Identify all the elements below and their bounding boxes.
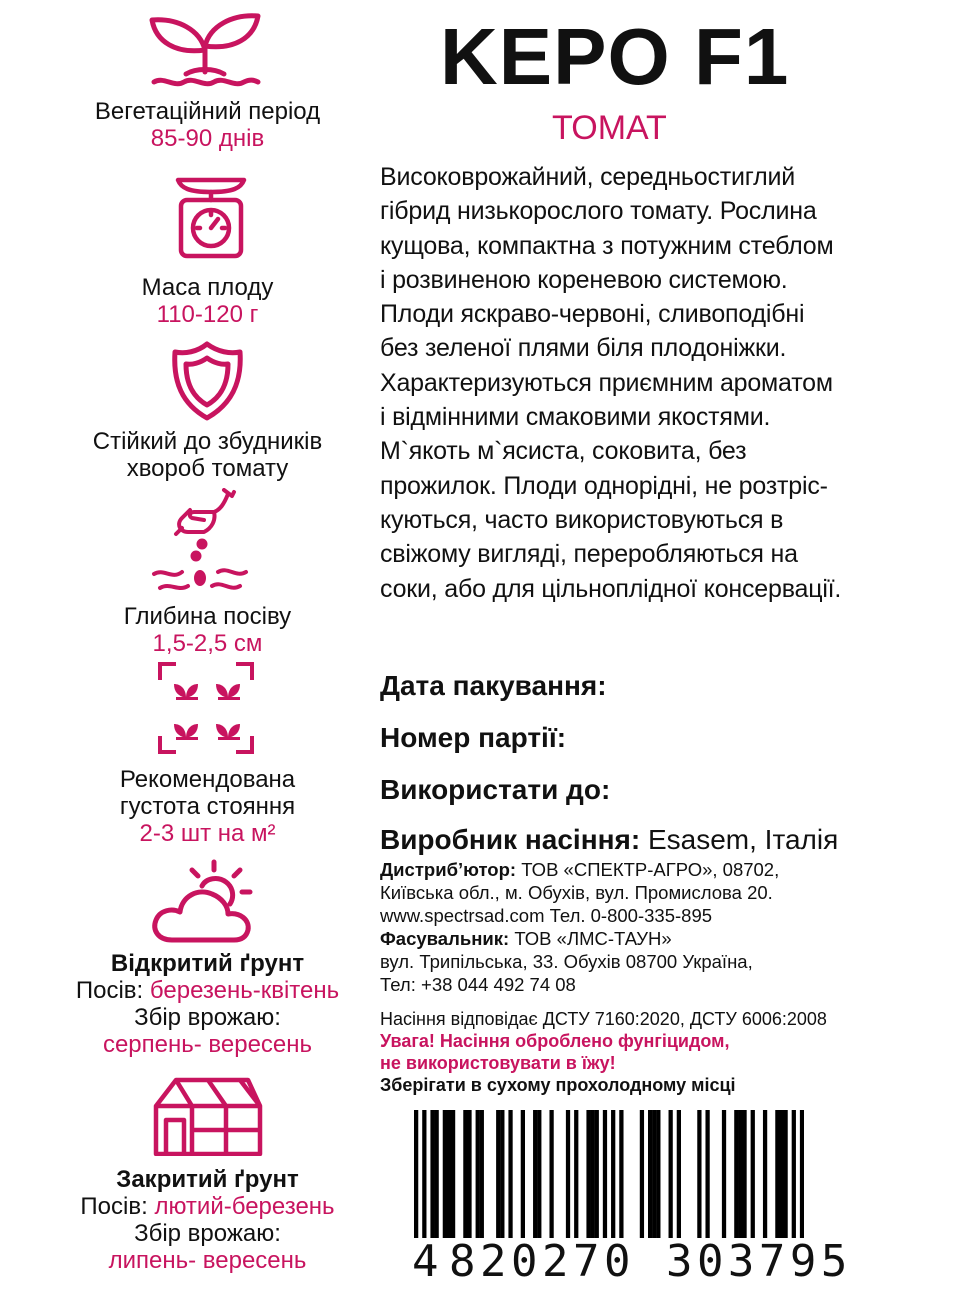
- barcode-bar: [697, 1110, 701, 1238]
- product-description: [380, 160, 880, 606]
- feature-value: 85-90 днів: [150, 125, 265, 152]
- feature-value: 110-120 г: [156, 301, 259, 328]
- producer-field: [380, 824, 838, 856]
- barcode-bar: [652, 1110, 656, 1238]
- barcode-bar: [537, 1110, 541, 1238]
- description-line: без зеленої плями біля плодоніжки.: [380, 334, 787, 363]
- plant-spacing-icon: [158, 662, 254, 754]
- notices: [380, 1008, 827, 1096]
- description-line: Характеризуються приємним ароматом: [380, 368, 833, 397]
- pack-date-field: Дата пакування:: [380, 670, 607, 701]
- barcode-bar: [430, 1110, 434, 1238]
- barcode-bar: [476, 1110, 480, 1238]
- harvest-value: серпень- вересень: [102, 1031, 313, 1058]
- description-line: гібрид низькорослого томату. Рослина: [380, 197, 817, 226]
- description-line: прожилок. Плоди однорідні, не розтріс-: [380, 471, 828, 500]
- barcode-bar: [677, 1110, 681, 1238]
- planting-hand-icon: [150, 488, 250, 600]
- barcode-bar: [566, 1110, 570, 1238]
- barcode-bar: [586, 1110, 590, 1238]
- packer-label: Фасувальник:: [380, 928, 510, 949]
- barcode-bar: [751, 1110, 755, 1238]
- feature-label: хвороб томату: [126, 455, 289, 482]
- barcode-bar: [443, 1110, 447, 1238]
- barcode-bar: [533, 1110, 537, 1238]
- description-line: куються, часто використовуються в: [380, 505, 784, 534]
- packer-line: Тел: +38 044 492 74 08: [380, 974, 576, 995]
- barcode-bar: [734, 1110, 738, 1238]
- barcode-bar: [591, 1110, 595, 1238]
- description-line: і розвиненою кореневою системою.: [380, 265, 788, 294]
- barcode-bar: [640, 1110, 644, 1238]
- sowing-label: Посів:: [75, 977, 144, 1004]
- barcode-bar: [480, 1110, 484, 1238]
- feature-label: густота стояння: [119, 793, 296, 820]
- barcode-bar: [722, 1110, 726, 1238]
- description-line: Високоврожайний, середньостиглий: [380, 163, 796, 191]
- description-line: свіжому вигляді, переробляються на: [380, 540, 798, 569]
- harvest-label: Збір врожаю:: [134, 1220, 281, 1247]
- open-ground-block: [20, 950, 395, 1058]
- cloud-sun-icon: [150, 856, 265, 946]
- greenhouse-icon: [152, 1076, 264, 1156]
- barcode-bar: [775, 1110, 779, 1238]
- barcode-bar: [500, 1110, 504, 1238]
- barcode-bar: [595, 1110, 599, 1238]
- sowing-value: лютий-березень: [154, 1193, 335, 1220]
- barcode-group: 303795: [665, 1236, 852, 1287]
- feature-label: Глибина посіву: [123, 603, 292, 630]
- distributor-line: ТОВ «СПЕКТР-АГРО», 08702,: [521, 859, 780, 880]
- description-line: і відмінними смаковими якостями.: [380, 403, 771, 432]
- barcode-number: [412, 1238, 856, 1286]
- description-line: кущова, компактна з потужним стеблом: [380, 231, 834, 260]
- feature-vegetation: [20, 98, 395, 152]
- barcode-bar: [648, 1110, 652, 1238]
- product-name: KEPO F1: [440, 12, 790, 101]
- closed-ground-sowing: [20, 1193, 395, 1220]
- barcode-bar: [508, 1110, 512, 1238]
- barcode-bar: [574, 1110, 578, 1238]
- feature-value: 2-3 шт на м²: [139, 820, 276, 847]
- description-line: М`якоть м`ясиста, соковита, без: [380, 437, 747, 466]
- barcode-bar: [619, 1110, 623, 1238]
- barcode-bar: [451, 1110, 455, 1238]
- feature-resistance: [20, 428, 395, 482]
- compliance-text: Насіння відповідає ДСТУ 7160:2020, ДСТУ 6006:2008: [380, 1009, 827, 1029]
- barcode-bar: [763, 1110, 767, 1238]
- producer-value: Esasem, Італія: [647, 824, 839, 855]
- closed-ground-title: Закритий ґрунт: [116, 1166, 299, 1193]
- barcode-bar: [669, 1110, 673, 1238]
- warning-text: не використовувати в їжу!: [380, 1053, 616, 1073]
- barcode-group: 820270: [449, 1236, 635, 1287]
- storage-text: Зберігати в сухому прохолодному місці: [380, 1075, 736, 1095]
- barcode-bar: [467, 1110, 471, 1238]
- packer-line: ТОВ «ЛМС-ТАУН»: [514, 928, 672, 949]
- barcode-bar: [705, 1110, 709, 1238]
- barcode-bar: [447, 1110, 451, 1238]
- barcode-bar: [742, 1110, 746, 1238]
- barcode-bar: [435, 1110, 439, 1238]
- feature-density: [20, 766, 395, 847]
- barcode-bar: [521, 1110, 525, 1238]
- feature-label: Стійкий до збудників: [92, 428, 323, 455]
- barcode-lead-digit: 4: [412, 1236, 443, 1287]
- barcode-bar: [779, 1110, 783, 1238]
- barcode-bar: [496, 1110, 500, 1238]
- barcode-bar: [783, 1110, 787, 1238]
- feature-label: Маса плоду: [141, 274, 274, 301]
- distribution-info: [380, 858, 779, 996]
- open-ground-sowing: [20, 977, 395, 1004]
- batch-field: Номер партії:: [380, 722, 567, 753]
- open-ground-title: Відкритий ґрунт: [110, 950, 305, 977]
- barcode-bar: [656, 1110, 660, 1238]
- producer-label: Виробник насіння:: [380, 824, 641, 855]
- distributor-line: www.spectrsad.com Тел. 0-800-335-895: [380, 905, 713, 926]
- sowing-label: Посів:: [80, 1193, 148, 1220]
- product-type: ТОМАТ: [552, 109, 667, 147]
- barcode-bar: [549, 1110, 553, 1238]
- barcode-bar: [738, 1110, 742, 1238]
- barcode-bar: [463, 1110, 467, 1238]
- feature-sowing-depth: [20, 603, 395, 657]
- feature-value: 1,5-2,5 см: [152, 630, 263, 657]
- sowing-value: березень-квітень: [149, 977, 340, 1004]
- use-by-field: Використати до:: [380, 774, 611, 805]
- distributor-label: Дистриб’ютор:: [380, 859, 517, 880]
- feature-label: Рекомендована: [119, 766, 296, 793]
- distributor-line: Київська обл., м. Обухів, вул. Промислова 20.: [380, 882, 773, 903]
- warning-text: Увага! Насіння оброблено фунгіцидом,: [380, 1031, 730, 1051]
- feature-label: Вегетаційний період: [94, 98, 321, 125]
- shield-icon: [170, 340, 245, 422]
- harvest-label: Збір врожаю:: [134, 1004, 281, 1031]
- harvest-value: липень- вересень: [108, 1247, 307, 1274]
- sprout-icon: [148, 10, 263, 90]
- scale-icon: [175, 172, 247, 262]
- description-line: Плоди яскраво-червоні, сливоподібні: [380, 300, 805, 329]
- packer-line: вул. Трипільська, 33. Обухів 08700 Україна,: [380, 951, 753, 972]
- closed-ground-block: [20, 1166, 395, 1274]
- description-line: соки, або для цільноплідної консервації.: [380, 574, 842, 603]
- feature-fruit-mass: [20, 274, 395, 328]
